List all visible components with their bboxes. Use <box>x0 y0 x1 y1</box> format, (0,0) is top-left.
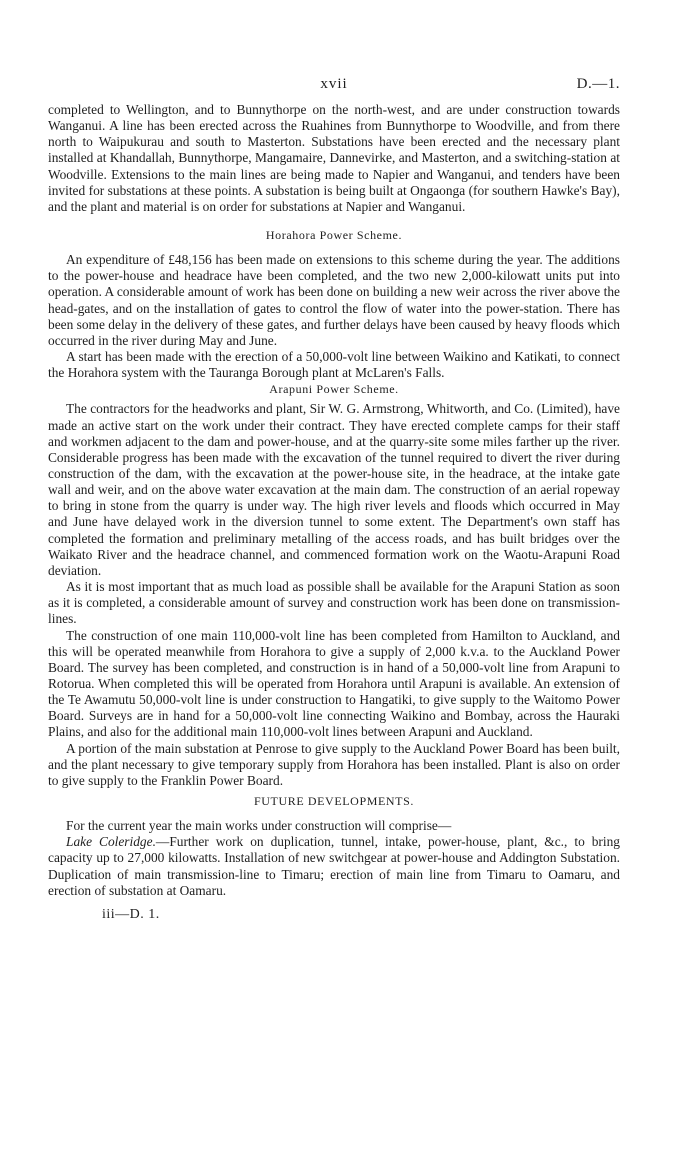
future-intro-paragraph: For the current year the main works under construction will comprise— <box>66 818 452 834</box>
page-header <box>48 76 620 102</box>
document-reference: D.—1. <box>576 76 620 92</box>
horahora-paragraph-1: An expenditure of £48,156 has been made on extensions to this scheme during the year. The additions to the power-house and headrace have been completed, and the two new 2,000-kilowatt units put into operation. A considerable amount of work has been done on building a new weir across the river above the head-gates, and on the installation of gates to control the flow of water into the power-station. There has been some delay in the delivery of these gates, and further delays have been caused by heavy floods which occurred in the river during May and June. <box>48 252 620 348</box>
future-developments-heading: FUTURE DEVELOPMENTS. <box>253 794 414 809</box>
intro-paragraph: completed to Wellington, and to Bunnythorpe on the north-west, and are under construction towards Wanganui. A line has been erected across the Ruahines from Bunnythorpe to Woodville, and from there north to Waipukurau and south to Masterton. Substations have been erected and the necessary plant installed at Khandallah, Bunnythorpe, Mangamaire, Dannevirke, and Masterton, and a switching-station at Woodville. Extensions to the main lines are being made to Napier and Wanganui, and tenders have been invited for substations at these points. A substation is being built at Ongaonga (for southern Hawke's Bay), and the plant and material is on order for substations at Napier and Wanganui. <box>48 102 620 214</box>
page-footer-signature: iii—D. 1. <box>102 906 160 922</box>
arapuni-paragraph-4: A portion of the main substation at Penrose to give supply to the Auckland Power Board has been built, and the plant necessary to give temporary supply from Horahora has been installed. Plant is also on order to give supply to the Franklin Power Board. <box>48 740 620 788</box>
page-number: xvii <box>320 76 348 92</box>
lake-coleridge-paragraph <box>48 834 620 899</box>
lake-coleridge-text: —Further work on duplication, tunnel, intake, power-house, plant, &c., to bring capacity up to 27,000 kilowatts. Installation of new switchgear at power-house and Addington Substation. Duplication of main transmission-line to Timaru; erection of main line from Timaru to Oamaru, and erection of substation at Oamaru. <box>48 834 621 898</box>
arapuni-paragraph-1: The contractors for the headworks and plant, Sir W. G. Armstrong, Whitworth, and Co. (Limited), have made an active start on the work under their contract. They have erected complete camps for their staff and workmen adjacent to the dam and power-house, and at the quarry-site some miles farther up the river. Considerable progress has been made with the excavation of the tunnel required to divert the river during construction of the dam, with the excavation at the power-house site, in the headrace, at the intake gate wall and weir, and on the above water excavation at the main dam. The construction of an aerial ropeway to bring in stone from the quarry is under way. The high river levels and floods which occurred in May and June have delayed work in the diversion tunnel to some extent. The Department's own staff has completed the formation and preliminary metalling of the access roads, and has built bridges over the Waikato River and the headrace channel, and commenced formation work on the Waotu-Arapuni Road deviation. <box>48 401 620 578</box>
arapuni-paragraph-3: The construction of one main 110,000-volt line has been completed from Hamilton to Auckland, and this will be operated meanwhile from Horahora to give a supply of 2,000 k.v.a. to the Auckland Power Board. The survey has been completed, and construction is in hand of a 50,000-volt line from Arapuni to Rotorua. When completed this will be operated from Horahora until Arapuni is available. An extension of the Te Awamutu 50,000-volt line is under construction to Hangatiki, to give supply to the Waitomo Power Board. Surveys are in hand for a 50,000-volt line connecting Waikino and Bombay, across the Hauraki Plains, and also for the additional main 110,000-volt lines between Arapuni and Auckland. <box>48 627 620 740</box>
document-page <box>48 76 620 923</box>
lake-coleridge-label: Lake Coleridge. <box>66 834 156 850</box>
arapuni-paragraph-2: As it is most important that as much load as possible shall be available for the Arapuni Station as soon as it is completed, a considerable amount of survey and construction work has been done on transmission-lines. <box>48 579 620 627</box>
horahora-heading: Horahora Power Scheme. <box>265 228 403 243</box>
arapuni-heading: Arapuni Power Scheme. <box>269 382 399 397</box>
horahora-paragraph-2: A start has been made with the erection of a 50,000-volt line between Waikino and Katikati, to connect the Horahora system with the Tauranga Borough plant at McLaren's Falls. <box>48 349 620 381</box>
